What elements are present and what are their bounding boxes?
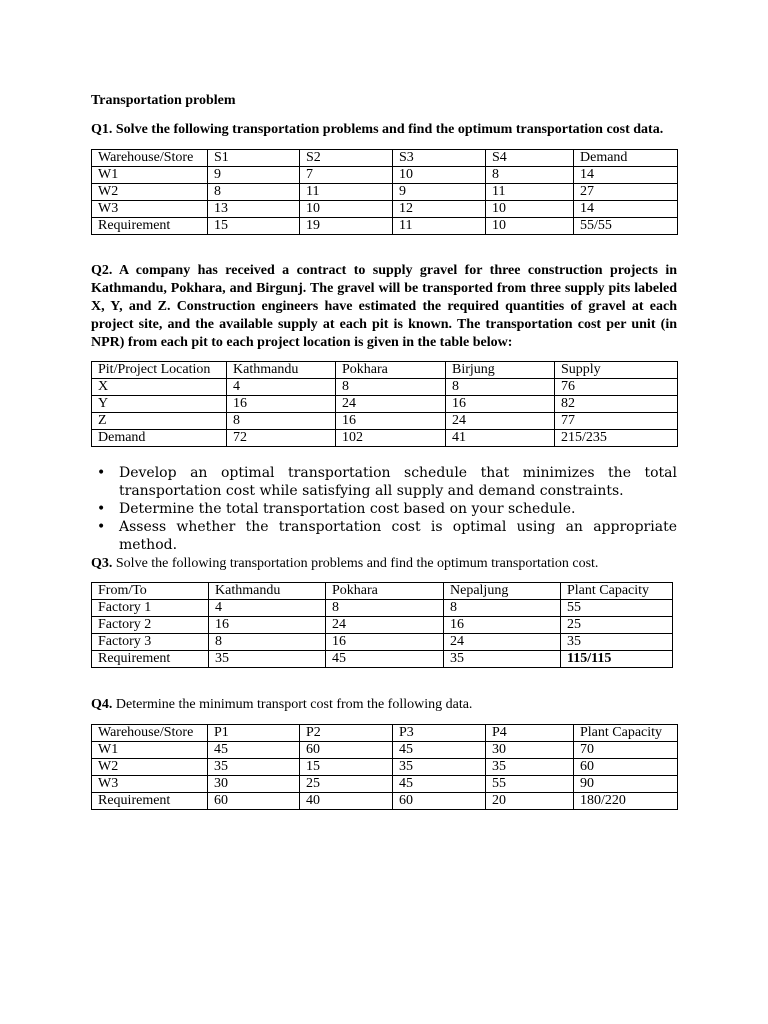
q3-prompt	[91, 555, 677, 573]
table-header-cell: From/To	[92, 583, 209, 600]
table-cell: 8	[208, 184, 300, 201]
table-cell: 10	[393, 167, 486, 184]
table-row	[92, 742, 678, 759]
table-row	[92, 379, 678, 396]
bullet-icon: •	[97, 501, 106, 517]
table-header-cell: Birjung	[446, 362, 555, 379]
table-cell: 4	[209, 600, 326, 617]
table-cell: 24	[336, 396, 446, 413]
q2-text: A company has received a contract to supply gravel for three construction projects in Kathmandu, Pokhara, and Birgunj. The gravel will be transported from three supply pits labeled X, Y, and Z. Construction engineers have estimated the required quantities of gravel at each project site, and the available supply at each pit is known. The transportation cost per unit (in NPR) from each pit to each project location is given in the table below:	[91, 263, 677, 350]
table-cell: 60	[300, 742, 393, 759]
table-cell: 16	[336, 413, 446, 430]
q2-task-list	[91, 464, 677, 554]
table-cell: 60	[574, 759, 678, 776]
list-item: • Develop an optimal transportation schedule that minimizes the total transportation cost while satisfying all supply and demand constraints.	[97, 465, 677, 499]
table-cell: 27	[574, 184, 678, 201]
q4-text: Determine the minimum transport cost from the following data.	[112, 697, 473, 712]
table-cell: 7	[300, 167, 393, 184]
table-cell: 60	[393, 793, 486, 810]
table-cell: 4	[227, 379, 336, 396]
table-header-cell: P2	[300, 725, 393, 742]
table-cell: 35	[393, 759, 486, 776]
table-cell: Y	[92, 396, 227, 413]
table-cell: W2	[92, 759, 208, 776]
table-row	[92, 167, 678, 184]
table-cell: 102	[336, 430, 446, 447]
table-cell: 8	[227, 413, 336, 430]
q2-table	[91, 361, 678, 447]
table-row	[92, 184, 678, 201]
table-cell: 8	[446, 379, 555, 396]
table-cell: 70	[574, 742, 678, 759]
table-cell: W3	[92, 776, 208, 793]
table-cell: 72	[227, 430, 336, 447]
table-cell: 35	[444, 651, 561, 668]
table-header-cell: P3	[393, 725, 486, 742]
table-cell: 45	[326, 651, 444, 668]
table-cell: Factory 3	[92, 634, 209, 651]
table-row	[92, 600, 673, 617]
q1-table	[91, 149, 678, 235]
table-cell: 9	[208, 167, 300, 184]
table-header-cell: Nepaljung	[444, 583, 561, 600]
table-cell: 55/55	[574, 218, 678, 235]
table-header-cell: Warehouse/Store	[92, 150, 208, 167]
q4-label: Q4.	[91, 697, 113, 712]
table-cell: 60	[208, 793, 300, 810]
table-header-row	[92, 725, 678, 742]
table-header-cell: S3	[393, 150, 486, 167]
table-cell: 45	[393, 776, 486, 793]
table-header-cell: Plant Capacity	[561, 583, 673, 600]
bullet-icon: •	[97, 465, 106, 481]
list-item: • Assess whether the transportation cost is optimal using an appropriate method.	[97, 519, 677, 553]
q3-table	[91, 582, 673, 668]
table-header-cell: Pokhara	[326, 583, 444, 600]
table-cell: 14	[574, 167, 678, 184]
table-cell: 10	[486, 218, 574, 235]
table-cell: 77	[555, 413, 678, 430]
table-header-cell: P4	[486, 725, 574, 742]
table-cell: 82	[555, 396, 678, 413]
table-cell: 16	[209, 617, 326, 634]
table-cell: 15	[300, 759, 393, 776]
table-header-row	[92, 362, 678, 379]
q4-prompt	[91, 696, 677, 714]
q3-label: Q3.	[91, 556, 113, 571]
bullet-icon: •	[97, 519, 106, 535]
q2-prompt	[91, 262, 677, 352]
table-row	[92, 759, 678, 776]
table-header-cell: S1	[208, 150, 300, 167]
table-cell: W2	[92, 184, 208, 201]
table-cell: 12	[393, 201, 486, 218]
table-header-cell: Supply	[555, 362, 678, 379]
table-header-cell: Pokhara	[336, 362, 446, 379]
q1-text: Solve the following transportation problems and find the optimum transportation cost data.	[112, 122, 664, 137]
table-cell: 8	[486, 167, 574, 184]
table-row	[92, 776, 678, 793]
table-cell: 19	[300, 218, 393, 235]
table-header-row	[92, 583, 673, 600]
table-cell: 16	[227, 396, 336, 413]
table-cell: 45	[208, 742, 300, 759]
table-cell: 11	[300, 184, 393, 201]
table-cell: 30	[486, 742, 574, 759]
table-cell: 35	[561, 634, 673, 651]
table-cell: 35	[208, 759, 300, 776]
table-cell: W1	[92, 167, 208, 184]
table-cell: 41	[446, 430, 555, 447]
table-row	[92, 651, 673, 668]
q2-label: Q2.	[91, 263, 113, 278]
table-cell: 8	[444, 600, 561, 617]
table-cell: 90	[574, 776, 678, 793]
table-row	[92, 218, 678, 235]
table-cell: 8	[326, 600, 444, 617]
table-cell: X	[92, 379, 227, 396]
table-cell: 180/220	[574, 793, 678, 810]
table-header-cell: Warehouse/Store	[92, 725, 208, 742]
table-cell: Factory 1	[92, 600, 209, 617]
table-cell: 25	[561, 617, 673, 634]
table-cell: W3	[92, 201, 208, 218]
table-cell: 16	[446, 396, 555, 413]
table-row	[92, 793, 678, 810]
table-cell: Demand	[92, 430, 227, 447]
table-row	[92, 430, 678, 447]
table-cell: W1	[92, 742, 208, 759]
table-header-cell: Pit/Project Location	[92, 362, 227, 379]
table-cell: 9	[393, 184, 486, 201]
q1-label: Q1.	[91, 122, 113, 137]
table-cell: 45	[393, 742, 486, 759]
table-header-cell: Demand	[574, 150, 678, 167]
table-cell: Requirement	[92, 651, 209, 668]
table-cell: 24	[444, 634, 561, 651]
table-header-cell: S2	[300, 150, 393, 167]
table-cell: Requirement	[92, 218, 208, 235]
table-cell: 24	[446, 413, 555, 430]
table-cell: 10	[300, 201, 393, 218]
table-cell: 40	[300, 793, 393, 810]
table-header-row	[92, 150, 678, 167]
table-header-cell: S4	[486, 150, 574, 167]
q3-text: Solve the following transportation problems and find the optimum transportation cost.	[112, 556, 599, 571]
table-row	[92, 413, 678, 430]
q1-prompt	[91, 121, 677, 139]
table-cell: 14	[574, 201, 678, 218]
table-cell: 13	[208, 201, 300, 218]
table-cell: 11	[393, 218, 486, 235]
table-cell: 35	[486, 759, 574, 776]
table-cell: Requirement	[92, 793, 208, 810]
table-cell: 16	[444, 617, 561, 634]
table-cell: 215/235	[555, 430, 678, 447]
table-row	[92, 634, 673, 651]
table-cell: 10	[486, 201, 574, 218]
table-row	[92, 201, 678, 218]
table-cell: 55	[486, 776, 574, 793]
list-item: • Determine the total transportation cost based on your schedule.	[97, 501, 576, 517]
table-cell: Z	[92, 413, 227, 430]
table-cell: 35	[209, 651, 326, 668]
table-cell: 8	[336, 379, 446, 396]
table-cell: 20	[486, 793, 574, 810]
table-cell: 55	[561, 600, 673, 617]
document-title: Transportation problem	[91, 93, 236, 108]
table-cell: 115/115	[561, 651, 673, 668]
table-cell: 30	[208, 776, 300, 793]
table-cell: 76	[555, 379, 678, 396]
table-cell: 25	[300, 776, 393, 793]
table-cell: 11	[486, 184, 574, 201]
table-row	[92, 617, 673, 634]
table-header-cell: Plant Capacity	[574, 725, 678, 742]
table-cell: Factory 2	[92, 617, 209, 634]
table-header-cell: Kathmandu	[209, 583, 326, 600]
q4-table	[91, 724, 678, 810]
table-cell: 15	[208, 218, 300, 235]
table-cell: 16	[326, 634, 444, 651]
table-cell: 8	[209, 634, 326, 651]
table-header-cell: Kathmandu	[227, 362, 336, 379]
table-header-cell: P1	[208, 725, 300, 742]
table-row	[92, 396, 678, 413]
table-cell: 24	[326, 617, 444, 634]
